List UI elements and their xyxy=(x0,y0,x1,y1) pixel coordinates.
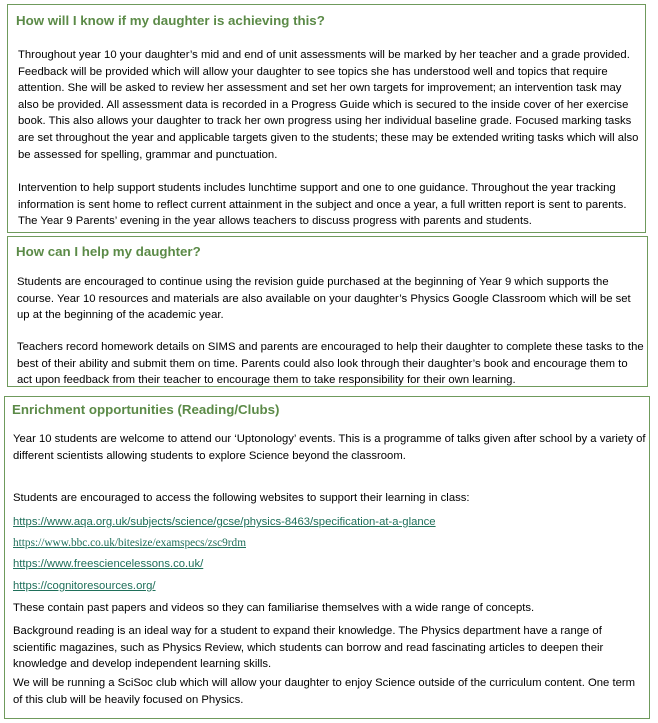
scisoc-club-paragraph: We will be running a SciSoc club which will allow your daughter to enjoy Science outside of the curriculum content. One term of this club will be heavily focused on Physics. xyxy=(13,677,636,706)
cognitoresources-link[interactable]: https://cognitoresources.org/ xyxy=(13,580,156,592)
assessment-paragraph: Throughout year 10 your daughter’s mid and end of unit assessments will be marked by her teacher and a grade provided. Feedback will be provided which will allow your daughter to see topics she has understood well and topics that require attention. She will be asked to review her assessment and set her own targets for improvement; an intervention task may also be provided. All assessment data is recorded in a Progress Guide which is secured to the inside cover of her exercise book. This also allows your daughter to track her own progress using her individual baseline grade. Focused marking tasks are set throughout the year and applicable targets given to the students; these may be extended writing tasks which will also be assessed for spelling, grammar and punctuation. xyxy=(18,49,639,161)
background-reading-paragraph: Background reading is an ideal way for a student to expand their knowledge. The Physics department have a range of scientific magazines, such as Physics Review, which students can borrow and read fascinating articles to deepen their knowledge and develop independent learning skills. xyxy=(13,625,604,671)
section-heading: How can I help my daughter? xyxy=(16,244,201,259)
achievement-section xyxy=(7,4,646,233)
intervention-paragraph: Intervention to help support students includes lunchtime support and one to one guidance. Throughout the year tracking information is sent home to reflect current attainment in the subject and once a year, a full written report is sent to parents. The Year 9 Parents’ evening in the year allows teachers to discuss progress with parents and students. xyxy=(18,182,627,228)
bbc-bitesize-link[interactable]: https://www.bbc.co.uk/bitesize/examspecs/zsc9rdm xyxy=(13,537,246,549)
homework-paragraph: Teachers record homework details on SIMS and parents are encouraged to help their daughter to complete these tasks to the best of their ability and submit them on time. Parents could also look through their daughter’s book and encourage them to act upon feedback from their teacher to encourage them to take responsibility for their own learning. xyxy=(17,341,644,387)
uptonology-paragraph: Year 10 students are welcome to attend our ‘Uptonology’ events. This is a programme of talks given after school by a variety of different scientists allowing students to explore Science beyond the classroom. xyxy=(13,433,646,462)
aqa-link[interactable]: https://www.aqa.org.uk/subjects/science/gcse/physics-8463/specification-at-a-glance xyxy=(13,516,436,528)
freesciencelessons-link[interactable]: https://www.freesciencelessons.co.uk/ xyxy=(13,558,204,570)
help-section xyxy=(7,236,648,387)
section-heading: How will I know if my daughter is achieving this? xyxy=(16,13,325,28)
enrichment-section xyxy=(4,396,650,719)
resources-note: These contain past papers and videos so they can familiarise themselves with a wide range of concepts. xyxy=(13,602,535,614)
section-heading: Enrichment opportunities (Reading/Clubs) xyxy=(12,402,280,417)
revision-paragraph: Students are encouraged to continue using the revision guide purchased at the beginning of Year 9 which supports the course. Year 10 resources and materials are also available on your daughter’s Physics Google Classroom which will be set up at the beginning of the academic year. xyxy=(17,276,631,322)
websites-intro: Students are encouraged to access the following websites to support their learning in class: xyxy=(13,492,470,504)
